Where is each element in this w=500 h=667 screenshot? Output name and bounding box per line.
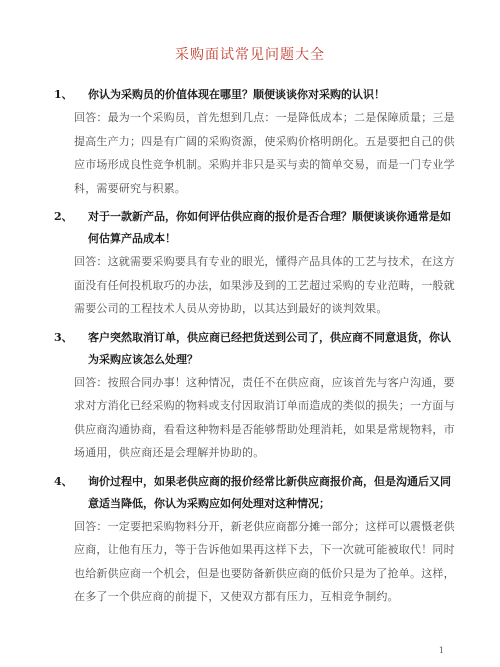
question-text: 对于一款新产品，你如何评估供应商的报价是否合理？顺便谈谈你通常是如何估算产品成本！ — [88, 210, 451, 245]
question-block-3 — [44, 327, 456, 465]
answer-3: 回答：按照合同办事！这种情况，责任不在供应商，应该首先与客户沟通，要求对方消化已经采购的物料或支付因取消订单而造成的类似的损失；一方面与供应商沟通协商，看看这种物料是否能够帮助处理消耗，如果是常规物料，市场通用，供应商还是会理解并协助的。 — [74, 375, 455, 459]
question-number: 1、 — [54, 88, 73, 101]
page-number: 1 — [438, 646, 444, 655]
question-block-4 — [44, 471, 456, 609]
question-3 — [44, 327, 456, 371]
question-number: 2、 — [54, 210, 73, 223]
question-number: 3、 — [54, 330, 73, 344]
question-2 — [44, 206, 456, 250]
question-4 — [44, 471, 456, 515]
question-block-2 — [44, 206, 456, 321]
question-text: 客户突然取消订单，供应商已经把货送到公司了，供应商不同意退货，你认为采购应该怎么处理？ — [88, 330, 451, 366]
document-title: 采购面试常见问题大全 — [175, 47, 325, 63]
answer-4: 回答：一定要把采购物料分开，新老供应商都分摊一部分；这样可以震慑老供应商，让他有压力，等于告诉他如果再这样下去，下一次就可能被取代！同时也给新供应商一个机会，但是也要防备新供应商的低价只是为了抢单。这样，在多了一个供应商的前提下，又使双方都有压力，互相竞争制约。 — [74, 519, 455, 603]
question-1 — [44, 84, 456, 106]
answer-2: 回答：这就需要采购要具有专业的眼光，懂得产品具体的工艺与技术，在这方面没有任何投机取巧的办法，如果涉及到的工艺超过采购的专业范畴，一般就需要公司的工程技术人员从旁协助，以其达到最好的谈判效果。 — [74, 255, 455, 315]
question-text: 询价过程中，如果老供应商的报价经常比新供应商报价高，但是沟通后又同意适当降低，你认为采购应如何处理对这种情况； — [88, 474, 451, 510]
answer-1: 回答：最为一个采购员，首先想到几点：一是降低成本；二是保障质量；三是提高生产力；四是有广阔的采购资源，使采购价格明朗化。五是要把自己的供应市场形成良性竞争机制。采购并非只是买与卖的简单交易，而是一门专业学科，需要研究与积累。 — [74, 111, 455, 195]
question-block-1 — [44, 84, 456, 200]
question-text: 你认为采购员的价值体现在哪里？顺便谈谈你对采购的认识！ — [88, 88, 385, 101]
question-number: 4、 — [54, 474, 73, 488]
